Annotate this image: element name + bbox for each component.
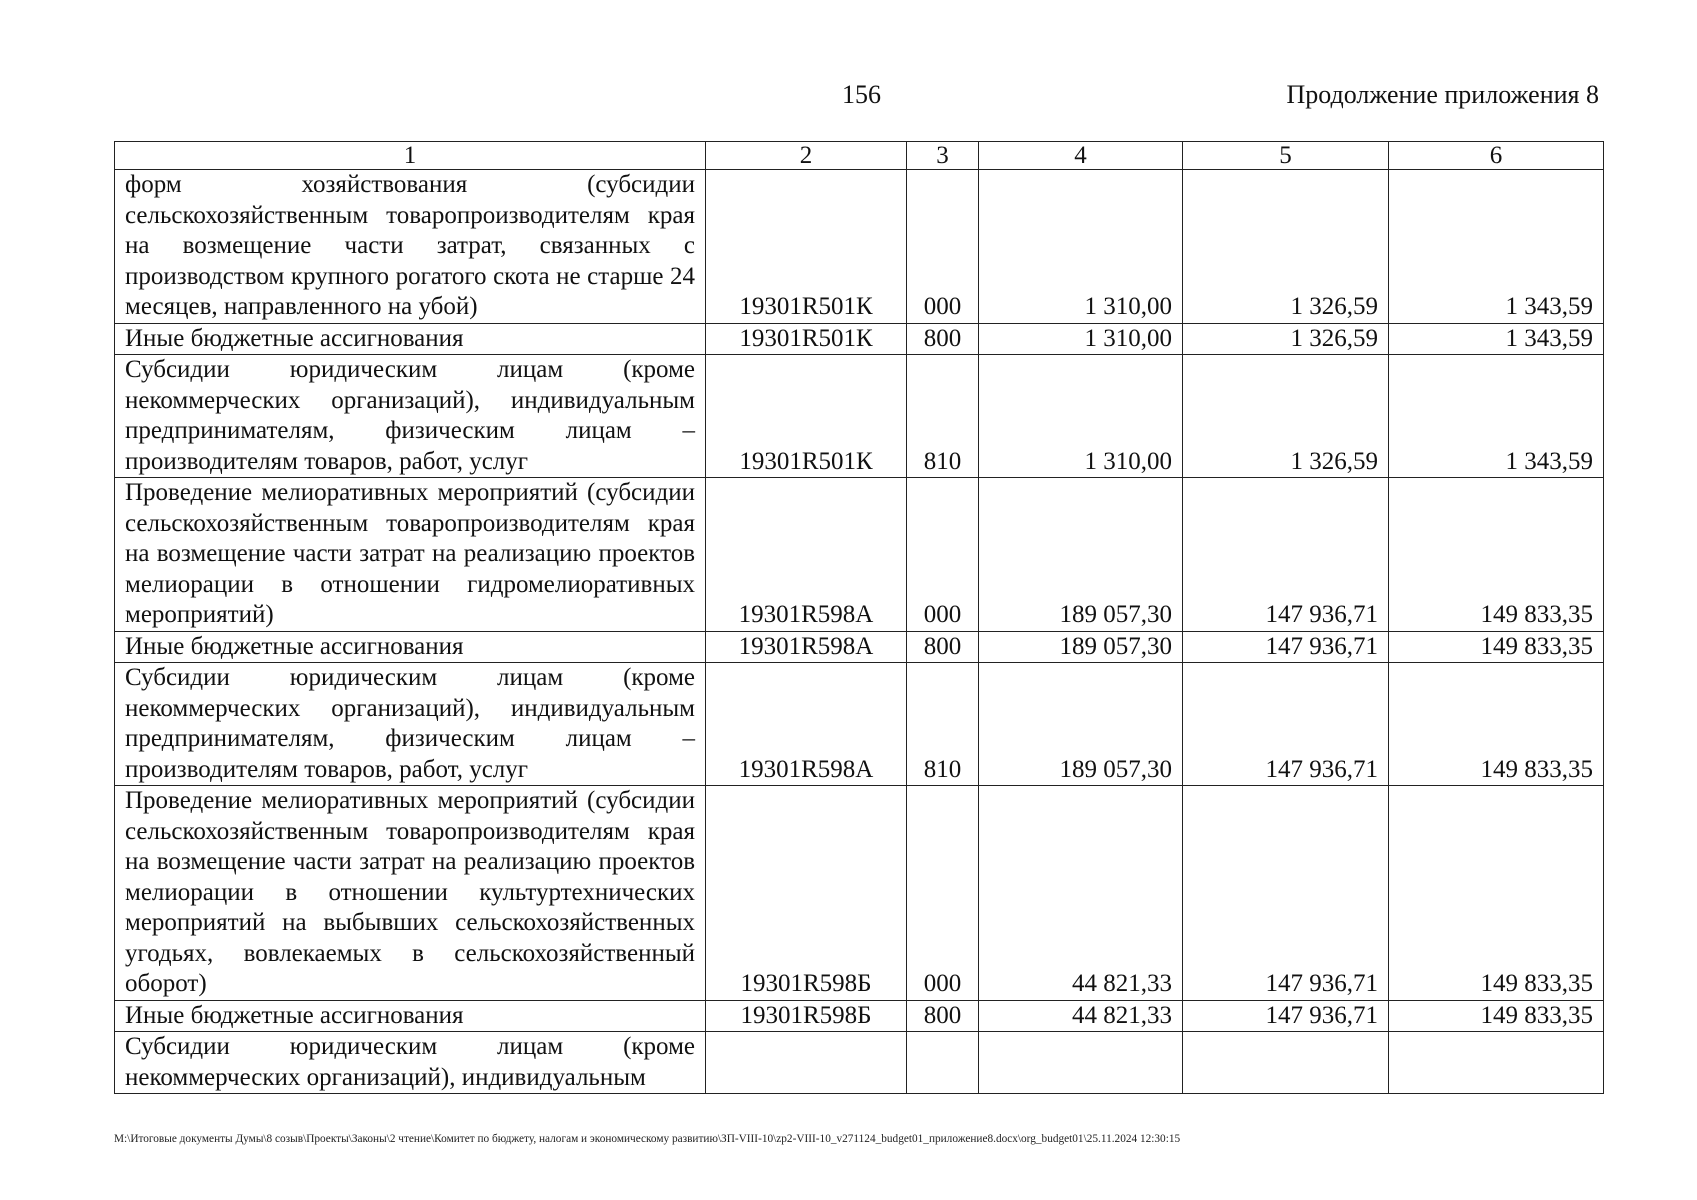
table-row — [115, 355, 1604, 478]
column-header: 6 — [1389, 142, 1604, 170]
target-article-code — [706, 1032, 907, 1094]
table-row — [115, 786, 1604, 1001]
amount-col5: 147 936,71 — [1183, 786, 1389, 1001]
amount-col6: 149 833,35 — [1389, 1000, 1604, 1032]
column-header: 3 — [907, 142, 979, 170]
amount-col5: 1 326,59 — [1183, 355, 1389, 478]
row-description: Субсидии юридическим лицам (кроме некоммерческих организаций), индивидуальным предпринимателям, физическим лицам – производителям товаров, работ, услуг — [115, 355, 706, 478]
amount-col6: 149 833,35 — [1389, 478, 1604, 632]
expense-type-code: 000 — [907, 478, 979, 632]
amount-col5: 1 326,59 — [1183, 323, 1389, 355]
table-row — [115, 663, 1604, 786]
column-header: 1 — [115, 142, 706, 170]
amount-col4: 1 310,00 — [979, 170, 1183, 324]
row-description: Иные бюджетные ассигнования — [115, 1000, 706, 1032]
expense-type-code: 810 — [907, 355, 979, 478]
amount-col4: 44 821,33 — [979, 786, 1183, 1001]
target-article-code: 19301R501К — [706, 323, 907, 355]
amount-col6: 149 833,35 — [1389, 786, 1604, 1001]
expense-type-code: 000 — [907, 170, 979, 324]
target-article-code: 19301R598А — [706, 631, 907, 663]
amount-col5: 147 936,71 — [1183, 631, 1389, 663]
expense-type-code: 810 — [907, 663, 979, 786]
amount-col5: 147 936,71 — [1183, 663, 1389, 786]
amount-col4: 189 057,30 — [979, 663, 1183, 786]
row-description: Иные бюджетные ассигнования — [115, 323, 706, 355]
expense-type-code — [907, 1032, 979, 1094]
amount-col6: 149 833,35 — [1389, 663, 1604, 786]
table-row — [115, 478, 1604, 632]
amount-col6: 1 343,59 — [1389, 323, 1604, 355]
table-row — [115, 1000, 1604, 1032]
amount-col5: 1 326,59 — [1183, 170, 1389, 324]
row-description: Проведение мелиоративных мероприятий (субсидии сельскохозяйственным товаропроизводителям края на возмещение части затрат на реализацию проектов мелиорации в отношении культуртехнических мероприятий на выбывших сельскохозяйственных угодьях, вовлекаемых в сельскохозяйственный оборот) — [115, 786, 706, 1001]
table-row — [115, 170, 1604, 324]
budget-table — [114, 141, 1604, 1094]
expense-type-code: 800 — [907, 323, 979, 355]
target-article-code: 19301R598А — [706, 663, 907, 786]
amount-col4: 1 310,00 — [979, 355, 1183, 478]
amount-col6: 1 343,59 — [1389, 170, 1604, 324]
table-row — [115, 631, 1604, 663]
table-row — [115, 1032, 1604, 1094]
column-header: 4 — [979, 142, 1183, 170]
row-description: Проведение мелиоративных мероприятий (субсидии сельскохозяйственным товаропроизводителям края на возмещение части затрат на реализацию проектов мелиорации в отношении гидромелиоративных мероприятий) — [115, 478, 706, 632]
footer-file-path: М:\Итоговые документы Думы\8 созыв\Проекты\Законы\2 чтение\Комитет по бюджету, налогам и экономическому развитию\ЗП-VIII-10\zp2-VIII-10_v271124_budget01_приложение8.docx\org_budget01\25.11.2024 12:30:15 — [114, 1133, 1181, 1145]
table-row — [115, 323, 1604, 355]
amount-col4: 189 057,30 — [979, 478, 1183, 632]
target-article-code: 19301R598Б — [706, 786, 907, 1001]
target-article-code: 19301R501К — [706, 170, 907, 324]
column-header: 5 — [1183, 142, 1389, 170]
column-header: 2 — [706, 142, 907, 170]
row-description: Субсидии юридическим лицам (кроме некоммерческих организаций), индивидуальным предпринимателям, физическим лицам – производителям товаров, работ, услуг — [115, 663, 706, 786]
annex-title: Продолжение приложения 8 — [1286, 80, 1599, 109]
amount-col6 — [1389, 1032, 1604, 1094]
amount-col4: 44 821,33 — [979, 1000, 1183, 1032]
amount-col6: 1 343,59 — [1389, 355, 1604, 478]
amount-col5 — [1183, 1032, 1389, 1094]
page-number: 156 — [842, 80, 881, 109]
amount-col5: 147 936,71 — [1183, 1000, 1389, 1032]
amount-col4: 1 310,00 — [979, 323, 1183, 355]
row-description: Субсидии юридическим лицам (кроме некоммерческих организаций), индивидуальным — [115, 1032, 706, 1094]
target-article-code: 19301R501К — [706, 355, 907, 478]
amount-col4: 189 057,30 — [979, 631, 1183, 663]
expense-type-code: 800 — [907, 1000, 979, 1032]
amount-col6: 149 833,35 — [1389, 631, 1604, 663]
expense-type-code: 800 — [907, 631, 979, 663]
row-description: Иные бюджетные ассигнования — [115, 631, 706, 663]
expense-type-code: 000 — [907, 786, 979, 1001]
amount-col4 — [979, 1032, 1183, 1094]
row-description: форм хозяйствования (субсидии сельскохозяйственным товаропроизводителям края на возмещение части затрат, связанных с производством крупного рогатого скота не старше 24 месяцев, направленного на убой) — [115, 170, 706, 324]
amount-col5: 147 936,71 — [1183, 478, 1389, 632]
target-article-code: 19301R598А — [706, 478, 907, 632]
target-article-code: 19301R598Б — [706, 1000, 907, 1032]
table-header-row — [115, 142, 1604, 170]
